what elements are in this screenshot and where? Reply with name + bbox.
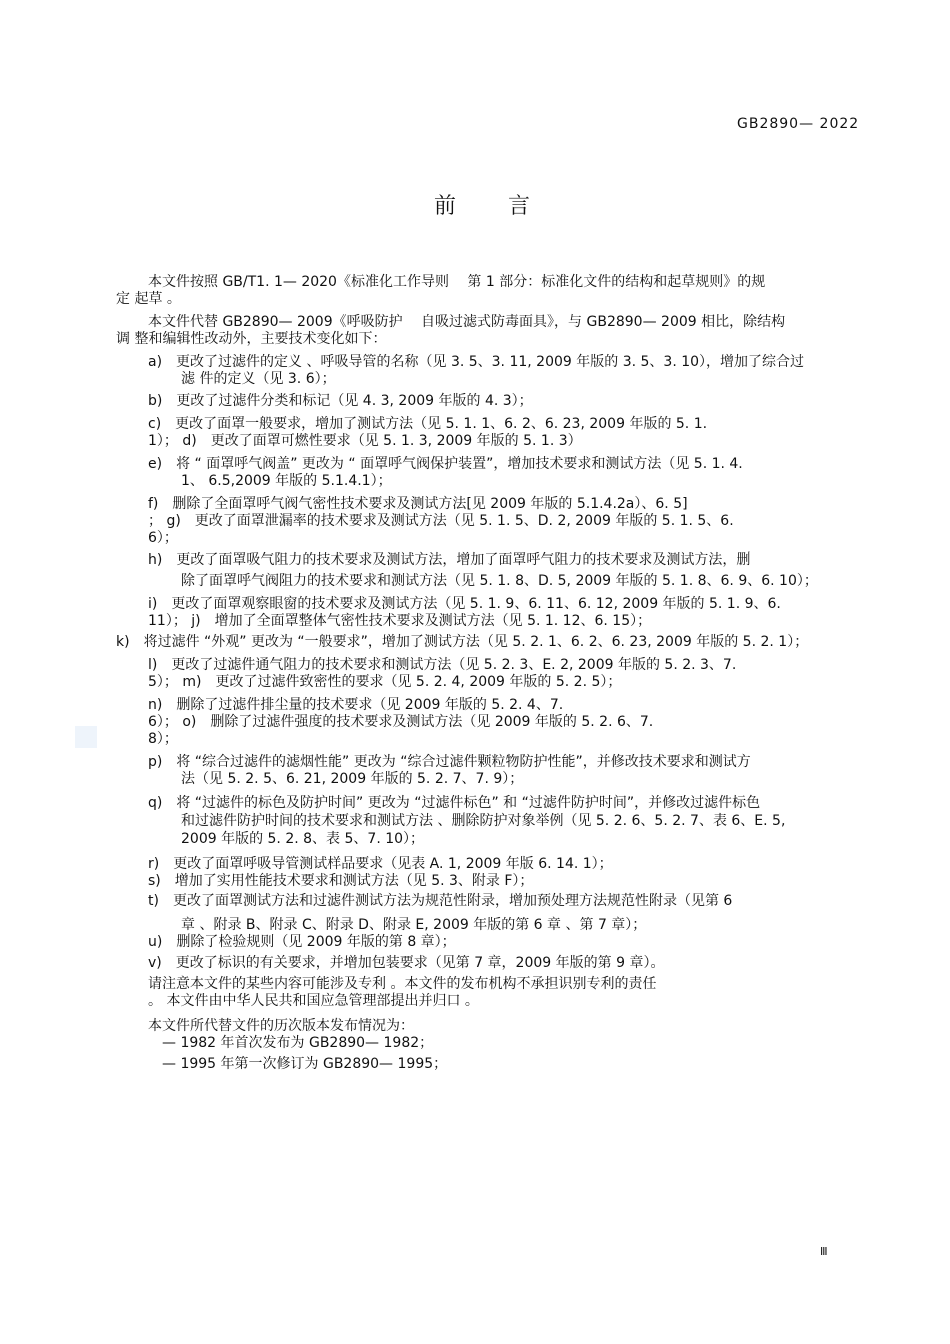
list-item: e) 将 “ 面罩呼气阀盖” 更改为 “ 面罩呼气阀保护装置”，增加技术要求和测试方法（见 5. 1. 4. [148,456,743,472]
list-item-cont: 1）； d) 更改了面罩可燃性要求（见 5. 1. 3, 2009 年版的 5. 1. 3） [148,433,582,449]
list-item-cont: 章 、附录 B、附录 C、附录 D、附录 E, 2009 年版的第 6 章 、第 7 章）； [181,917,647,933]
list-item: p) 将 “综合过滤件的滤烟性能” 更改为 “综合过滤件颗粒物防护性能”，并修改技术要求和测试方 [148,754,751,770]
para-line: 调 整和编辑性改动外，主要技术变化如下： [116,331,387,347]
list-item: c) 更改了面罩一般要求，增加了测试方法（见 5. 1. 1、6. 2、6. 23, 2009 年版的 5. 1. [148,416,708,432]
list-item-cont: 1、 6.5,2009 年版的 5.1.4.1）； [181,473,392,489]
list-item-cont: 8）； [148,731,178,747]
list-item-cont: 5）； m) 更改了过滤件致密性的要求（见 5. 2. 4, 2009 年版的 5. 2. 5）； [148,674,622,690]
list-item-cont: 6）； o) 删除了过滤件强度的技术要求及测试方法（见 2009 年版的 5. 2. 6、7. [148,714,654,730]
scan-mark [75,726,97,748]
list-item: f) 删除了全面罩呼气阀气密性技术要求及测试方法[见 2009 年版的 5.1.4.2a）、6. 5] [148,496,688,512]
list-item: i) 更改了面罩观察眼窗的技术要求及测试方法（见 5. 1. 9、6. 11、6. 12, 2009 年版的 5. 1. 9、6. [148,596,781,612]
list-item: l) 更改了过滤件通气阻力的技术要求和测试方法（见 5. 2. 3、E. 2, 2009 年版的 5. 2. 3、7. [148,657,737,673]
list-item: v) 更改了标识的有关要求，并增加包装要求（见第 7 章，2009 年版的第 9 章）。 [148,955,665,971]
list-item-cont: 和过滤件防护时间的技术要求和测试方法 、删除防护对象举例（见 5. 2. 6、5. 2. 7、表 6、E. 5, [181,813,786,829]
list-item: k) 将过滤件 “外观” 更改为 “一般要求”，增加了测试方法（见 5. 2. 1、6. 2、6. 23, 2009 年版的 5. 2. 1）； [116,634,809,650]
list-item: u) 删除了检验规则（见 2009 年版的第 8 章）； [148,934,456,950]
list-item: r) 更改了面罩呼吸导管测试样品要求（见表 A. 1, 2009 年版 6. 14. 1）； [148,856,613,872]
list-item: q) 将 “过滤件的标色及防护时间” 更改为 “过滤件标色” 和 “过滤件防护时间”，并修改过滤件标色 [148,795,761,811]
title-char-2: 言 [508,194,531,219]
list-item-cont: 2009 年版的 5. 2. 8、表 5、7. 10）； [181,831,425,847]
para-line: 本文件按照 GB/T1. 1— 2020《标准化工作导则 第 1 部分：标准化文件的结构和起草规则》的规 [148,274,766,290]
list-item-cont: 11）； j) 增加了全面罩整体气密性技术要求及测试方法（见 5. 1. 12、6. 15）； [148,613,652,629]
page-number: Ⅲ [820,1245,828,1258]
list-item: n) 删除了过滤件排尘量的技术要求（见 2009 年版的 5. 2. 4、7. [148,697,564,713]
list-item: b) 更改了过滤件分类和标记（见 4. 3, 2009 年版的 4. 3）； [148,393,533,409]
standard-code: GB2890— 2022 [737,116,860,132]
list-item-cont: ； g) 更改了面罩泄漏率的技术要求及测试方法（见 5. 1. 5、D. 2, 2009 年版的 5. 1. 5、6. [148,513,734,529]
para-line: 请注意本文件的某些内容可能涉及专利 。本文件的发布机构不承担识别专利的责任 [148,976,657,992]
list-item-cont: 滤 件的定义（见 3. 6）； [181,371,336,387]
list-item: s) 增加了实用性能技术要求和测试方法（见 5. 3、附录 F）； [148,873,534,889]
title-char-1: 前 [434,194,457,219]
list-item-cont: 除了面罩呼气阀阻力的技术要求和测试方法（见 5. 1. 8、D. 5, 2009 年版的 5. 1. 8、6. 9、6. 10）； [181,573,818,589]
list-item-cont: 6）； [148,530,178,546]
page-title [434,194,531,219]
para-line: 。 本文件由中华人民共和国应急管理部提出并归口 。 [148,993,479,1009]
list-item: a) 更改了过滤件的定义 、呼吸导管的名称（见 3. 5、3. 11, 2009 年版的 3. 5、3. 10），增加了综合过 [148,354,805,370]
para-line: 本文件代替 GB2890— 2009《呼吸防护 自吸过滤式防毒面具》，与 GB2890— 2009 相比，除结构 [148,314,786,330]
history-item: — 1995 年第一次修订为 GB2890— 1995； [162,1056,448,1072]
para-line: 本文件所代替文件的历次版本发布情况为： [148,1018,414,1034]
para-line: 定 起草 。 [116,291,181,307]
list-item: h) 更改了面罩吸气阻力的技术要求及测试方法，增加了面罩呼气阻力的技术要求及测试方法，删 [148,552,751,568]
history-item: — 1982 年首次发布为 GB2890— 1982； [162,1035,434,1051]
list-item: t) 更改了面罩测试方法和过滤件测试方法为规范性附录，增加预处理方法规范性附录（见第 6 [148,893,733,909]
list-item-cont: 法（见 5. 2. 5、6. 21, 2009 年版的 5. 2. 7、7. 9）； [181,771,524,787]
